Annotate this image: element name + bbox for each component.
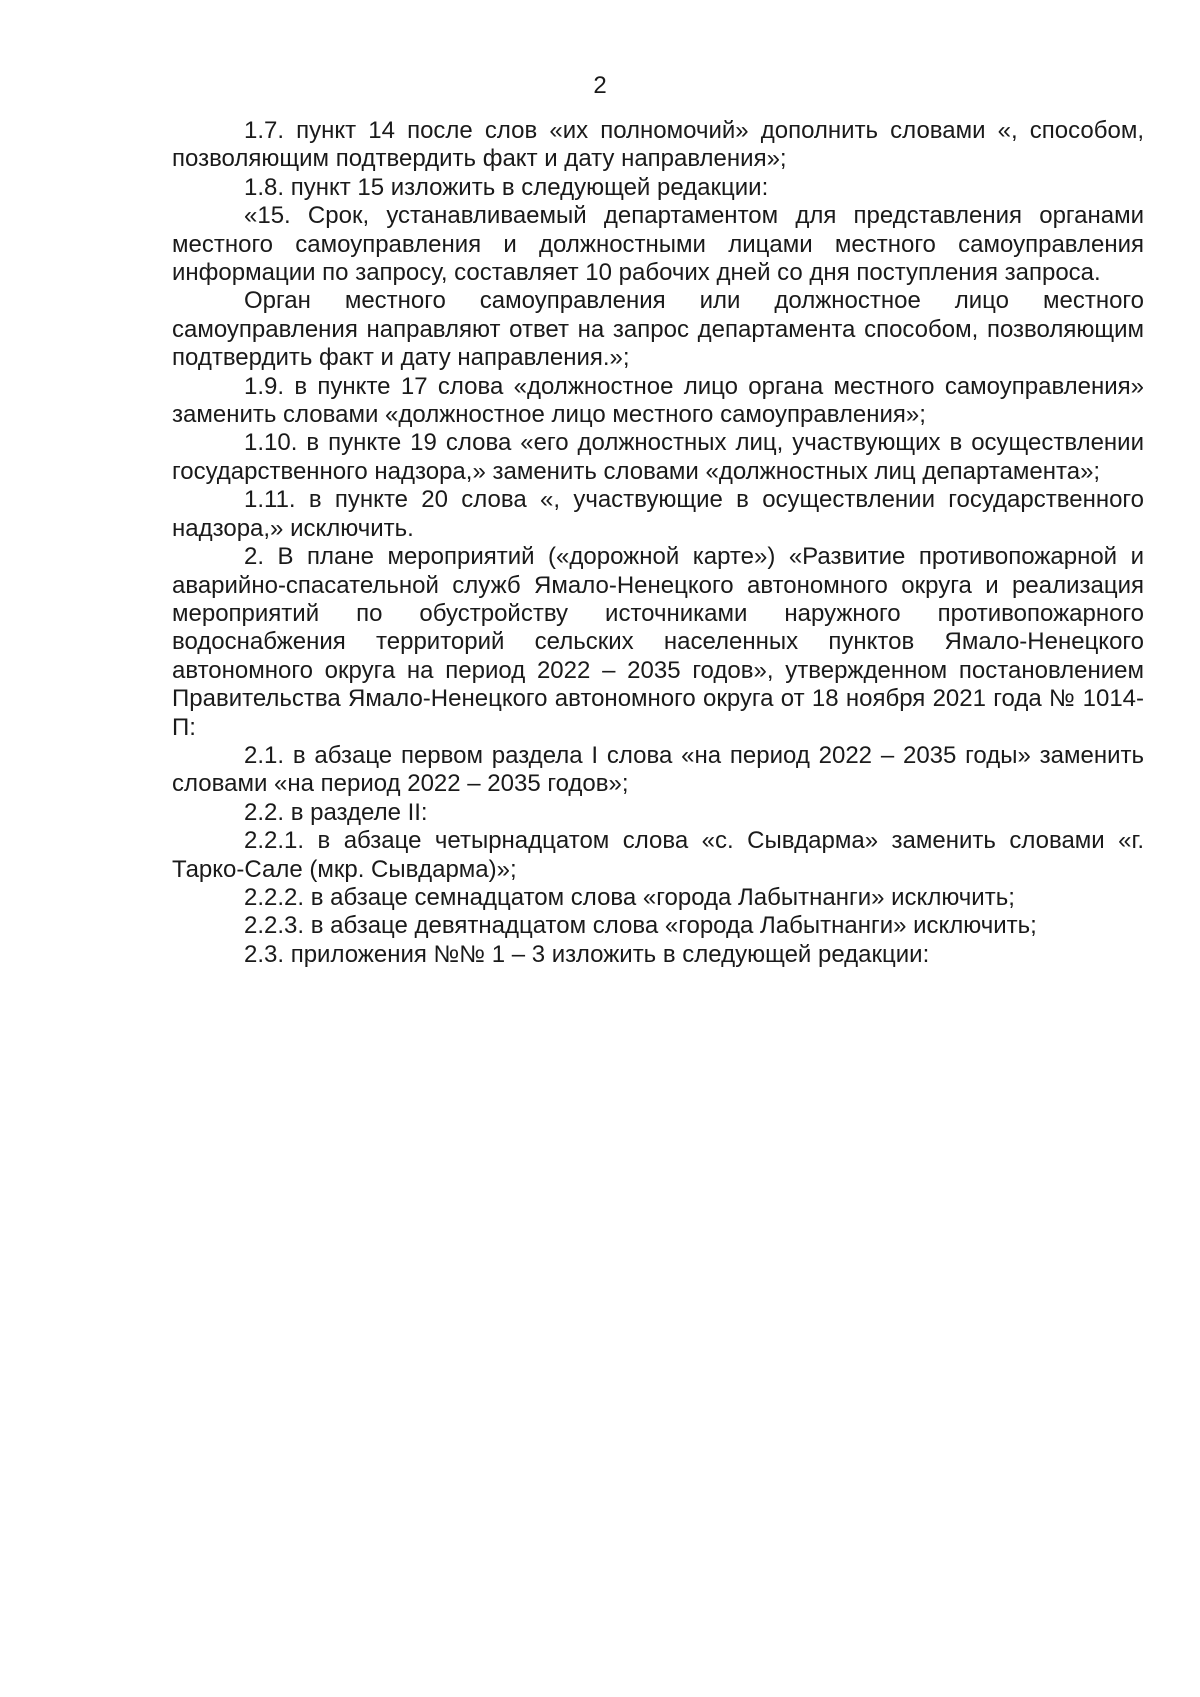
paragraph-15-quote: «15. Срок, устанавливаемый департаментом для представления органами местного самоуправления и должностными лицами местного самоуправления информации по запросу, составляет 10 рабочих дней со дня поступления запроса. [172, 202, 1144, 287]
paragraph-1-9: 1.9. в пункте 17 слова «должностное лицо органа местного самоуправления» заменить словами «должностное лицо местного самоуправления»; [172, 372, 1144, 429]
paragraph-2-2: 2.2. в разделе II: [244, 798, 428, 826]
paragraph-2: 2. В плане мероприятий («дорожной карте») «Развитие противопожарной и аварийно-спасательной служб Ямало-Ненецкого автономного округа и реализация мероприятий по обустройству источниками наружного противопожарного водоснабжения территорий сельских населенных пунктов Ямало-Ненецкого автономного округа на период 2022 – 2035 годов», утвержденном постановлением Правительства Ямало-Ненецкого автономного округа от 18 ноября 2021 года № 1014-П: [172, 543, 1144, 741]
paragraph-15-continued: Орган местного самоуправления или должностное лицо местного самоуправления направляют ответ на запрос департамента способом, позволяющим подтвердить факт и дату направления.»; [172, 287, 1144, 372]
paragraph-2-3: 2.3. приложения №№ 1 – 3 изложить в следующей редакции: [244, 940, 930, 968]
paragraph-1-10: 1.10. в пункте 19 слова «его должностных лиц, участвующих в осуществлении государственного надзора,» заменить словами «должностных лиц департамента»; [172, 429, 1144, 485]
document-body [172, 117, 1144, 969]
paragraph-2-1: 2.1. в абзаце первом раздела I слова «на период 2022 – 2035 годы» заменить словами «на период 2022 – 2035 годов»; [172, 741, 1144, 798]
paragraph-2-2-2: 2.2.2. в абзаце семнадцатом слова «города Лабытнанги» исключить; [244, 883, 1015, 911]
paragraph-2-2-3: 2.2.3. в абзаце девятнадцатом слова «города Лабытнанги» исключить; [244, 912, 1037, 940]
paragraph-1-8: 1.8. пункт 15 изложить в следующей редакции: [244, 173, 769, 201]
paragraph-1-7: 1.7. пункт 14 после слов «их полномочий» дополнить словами «, способом, позволяющим подтвердить факт и дату направления»; [172, 117, 1144, 173]
paragraph-1-11: 1.11. в пункте 20 слова «, участвующие в осуществлении государственного надзора,» исключить. [172, 486, 1144, 542]
page-number: 2 [593, 72, 607, 99]
paragraph-2-2-1: 2.2.1. в абзаце четырнадцатом слова «с. Сывдарма» заменить словами «г. Тарко-Сале (мкр. Сывдарма)»; [172, 827, 1144, 883]
